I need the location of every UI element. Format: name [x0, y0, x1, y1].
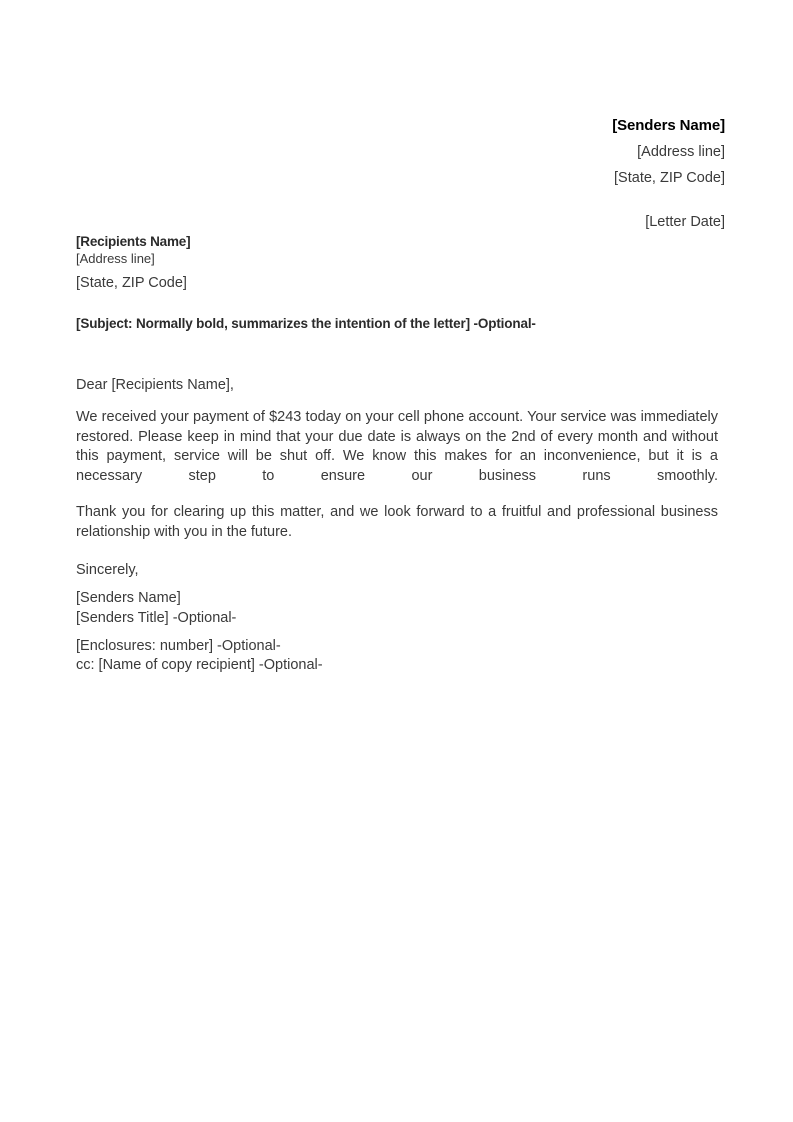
body-paragraph-2: Thank you for clearing up this matter, and we look forward to a fruitful and professional business relationship with you in the future. — [76, 504, 718, 540]
salutation: Dear [Recipients Name], — [76, 377, 234, 393]
subject-line: [Subject: Normally bold, summarizes the intention of the letter] -Optional- — [76, 316, 536, 331]
recipient-address-line: [Address line] — [76, 251, 155, 266]
letter-body — [76, 375, 718, 580]
recipient-address-block — [76, 233, 476, 296]
sender-state-zip: [State, ZIP Code] — [614, 170, 725, 186]
signature-sender-title: [Senders Title] -Optional- — [76, 610, 237, 626]
closing-line: Sincerely, — [76, 561, 139, 578]
sender-address-line: [Address line] — [637, 144, 725, 160]
enclosure-block — [76, 637, 496, 675]
recipient-state-zip: [State, ZIP Code] — [76, 275, 187, 291]
signature-sender-name: [Senders Name] — [76, 590, 181, 606]
sender-address-block — [305, 113, 725, 191]
signature-block — [76, 588, 496, 628]
body-paragraph-1: We received your payment of $243 today on your cell phone account. Your service was immediately restored. Please keep in mind that your due date is always on the 2nd of every month and without this payment, service will be shut off. We know this makes for an inconvenience, but it is a necessary step to ensure our business runs smoothly. — [76, 409, 718, 484]
sender-name: [Senders Name] — [612, 117, 725, 134]
enclosures-line: [Enclosures: number] -Optional- — [76, 638, 281, 654]
recipient-name: [Recipients Name] — [76, 234, 191, 249]
copy-recipient-line: cc: [Name of copy recipient] -Optional- — [76, 657, 323, 673]
letter-date: [Letter Date] — [645, 214, 725, 230]
